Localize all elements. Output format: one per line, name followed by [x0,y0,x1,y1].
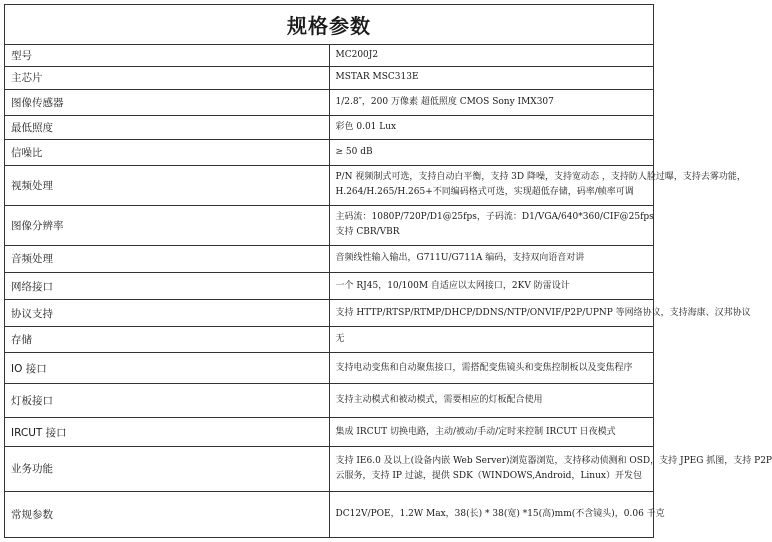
value-line: DC12V/POE，1.2W Max，38(长) * 38(宽) *15(高)mm(不含镜头)，0.06 千克 [335,509,665,520]
spec-row-video-processing [5,165,654,205]
spec-table [4,4,772,538]
spec-row-snr [5,139,654,165]
row-value [329,327,654,353]
spec-row-chip [5,66,654,89]
row-value [329,353,654,383]
row-value [329,300,751,327]
row-value [329,273,654,300]
spec-row-features [5,446,654,492]
row-label: 主芯片 [5,66,330,89]
row-value [329,446,772,492]
value-line: 支持 IE6.0 及以上(设备内嵌 Web Server)浏览器浏览，支持移动侦测和 OSD，支持 JPEG 抓图，支持 P2P [335,455,772,466]
spec-row-model [5,45,654,67]
spec-row-protocols [5,300,654,327]
value-line: 支持主动模式和被动模式，需要相应的灯板配合使用 [335,395,543,406]
row-label: 图像分辨率 [5,205,330,245]
value-line: 支持电动变焦和自动聚焦接口，需搭配变焦镜头和变焦控制板以及变焦程序 [335,362,633,373]
value-line: 支持 HTTP/RTSP/RTMP/DHCP/DDNS/NTP/ONVIF/P2P/UPNP 等网络协议，支持海康、汉邦协议 [335,307,751,318]
spec-row-audio [5,245,654,272]
row-label: 常规参数 [5,492,330,538]
spec-row-storage [5,327,654,353]
spec-row-resolution [5,205,654,245]
value-line: 云服务，支持 IP 过滤，提供 SDK（WINDOWS,Android，Linux）开发包 [335,470,642,481]
spec-row-ircut [5,418,654,446]
row-value [329,115,654,139]
spec-row-light-board [5,383,654,418]
row-value [329,418,654,446]
row-value [329,139,654,165]
title-row [5,5,654,45]
row-label: 视频处理 [5,165,330,205]
row-value [329,383,654,418]
table-title: 规格参数 [5,5,654,45]
value-line: 1/2.8″，200 万像素 超低照度 CMOS Sony IMX307 [335,96,554,107]
spec-row-sensor [5,89,654,115]
value-line: MSTAR MSC313E [335,72,419,83]
row-value [329,205,654,245]
row-value [329,89,654,115]
value-line: ≥ 50 dB [335,146,373,157]
row-label: 图像传感器 [5,89,330,115]
spec-row-general [5,492,654,538]
row-label: 音频处理 [5,245,330,272]
value-line: 一个 RJ45，10/100M 自适应以太网接口，2KV 防雷设计 [335,280,570,291]
row-value [329,245,654,272]
value-line: 主码流：1080P/720P/D1@25fps，子码流：D1/VGA/640*360/CIF@25fps [335,212,654,223]
row-label: 最低照度 [5,115,330,139]
row-label: 信噪比 [5,139,330,165]
value-line: 无 [335,334,345,345]
row-value [329,492,665,538]
row-value [329,66,654,89]
value-line: 音频线性输入输出，G711U/G711A 编码，支持双向语音对讲 [335,253,585,264]
row-label: 型号 [5,45,330,67]
spec-row-io [5,353,654,383]
value-line: MC200J2 [335,50,379,60]
value-line: 支持 CBR/VBR [335,227,400,238]
row-value [329,45,654,67]
row-label: 灯板接口 [5,383,330,418]
value-line: P/N 视频制式可选，支持自动白平衡，支持 3D 降噪，支持宽动态 ，支持防人脸过曝，支持去雾功能， [335,172,746,183]
spec-row-min-illumination [5,115,654,139]
row-label: 协议支持 [5,300,330,327]
row-label: IRCUT 接口 [5,418,330,446]
value-line: 彩色 0.01 Lux [335,121,397,132]
row-label: 网络接口 [5,273,330,300]
row-value [329,165,746,205]
row-label: 业务功能 [5,446,330,492]
row-label: 存储 [5,327,330,353]
value-line: H.264/H.265/H.265+不同编码格式可选，实现超低存储，码率/帧率可调 [335,187,634,198]
spec-row-network [5,273,654,300]
row-label: IO 接口 [5,353,330,383]
value-line: 集成 IRCUT 切换电路，主动/被动/手动/定时来控制 IRCUT 日夜模式 [335,426,616,437]
